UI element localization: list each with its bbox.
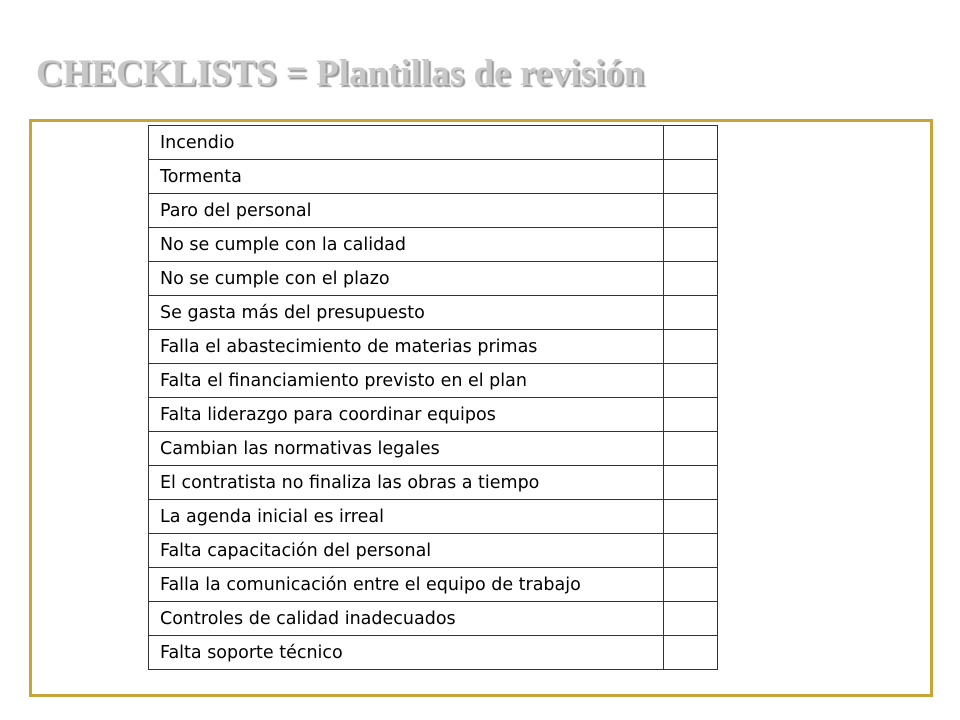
checklist-item-label: El contratista no finaliza las obras a tiempo — [149, 466, 664, 500]
checklist-item-label: La agenda inicial es irreal — [149, 500, 664, 534]
checklist-item-label: Controles de calidad inadecuados — [149, 602, 664, 636]
table-row — [149, 160, 718, 194]
checklist-item-label: Se gasta más del presupuesto — [149, 296, 664, 330]
table-row — [149, 330, 718, 364]
checklist-item-label: Falta capacitación del personal — [149, 534, 664, 568]
checklist-item-label: Paro del personal — [149, 194, 664, 228]
table-row — [149, 602, 718, 636]
checklist-checkbox-cell[interactable] — [664, 500, 718, 534]
checklist-item-label: Cambian las normativas legales — [149, 432, 664, 466]
checklist-checkbox-cell[interactable] — [664, 466, 718, 500]
checklist-checkbox-cell[interactable] — [664, 126, 718, 160]
table-row — [149, 432, 718, 466]
checklist-checkbox-cell[interactable] — [664, 296, 718, 330]
checklist-item-label: Falta liderazgo para coordinar equipos — [149, 398, 664, 432]
checklist-checkbox-cell[interactable] — [664, 398, 718, 432]
table-row — [149, 262, 718, 296]
table-row — [149, 126, 718, 160]
checklist-item-label: No se cumple con la calidad — [149, 228, 664, 262]
checklist-item-label: Falla el abastecimiento de materias primas — [149, 330, 664, 364]
slide-title: CHECKLISTS = Plantillas de revisión — [36, 53, 645, 94]
checklist-checkbox-cell[interactable] — [664, 432, 718, 466]
checklist-checkbox-cell[interactable] — [664, 364, 718, 398]
table-row — [149, 568, 718, 602]
table-row — [149, 194, 718, 228]
checklist-item-label: No se cumple con el plazo — [149, 262, 664, 296]
table-row — [149, 500, 718, 534]
checklist-checkbox-cell[interactable] — [664, 568, 718, 602]
checklist-item-label: Falta soporte técnico — [149, 636, 664, 670]
table-row — [149, 364, 718, 398]
table-row — [149, 398, 718, 432]
checklist-checkbox-cell[interactable] — [664, 262, 718, 296]
table-row — [149, 296, 718, 330]
checklist-checkbox-cell[interactable] — [664, 160, 718, 194]
checklist-checkbox-cell[interactable] — [664, 194, 718, 228]
checklist-body — [149, 126, 718, 670]
table-row — [149, 534, 718, 568]
checklist-item-label: Falla la comunicación entre el equipo de trabajo — [149, 568, 664, 602]
table-row — [149, 636, 718, 670]
checklist-item-label: Tormenta — [149, 160, 664, 194]
checklist-checkbox-cell[interactable] — [664, 228, 718, 262]
checklist-checkbox-cell[interactable] — [664, 330, 718, 364]
checklist-checkbox-cell[interactable] — [664, 636, 718, 670]
table-row — [149, 228, 718, 262]
checklist-checkbox-cell[interactable] — [664, 534, 718, 568]
checklist-item-label: Incendio — [149, 126, 664, 160]
checklist-checkbox-cell[interactable] — [664, 602, 718, 636]
checklist-table — [148, 125, 718, 670]
table-row — [149, 466, 718, 500]
checklist-item-label: Falta el financiamiento previsto en el plan — [149, 364, 664, 398]
